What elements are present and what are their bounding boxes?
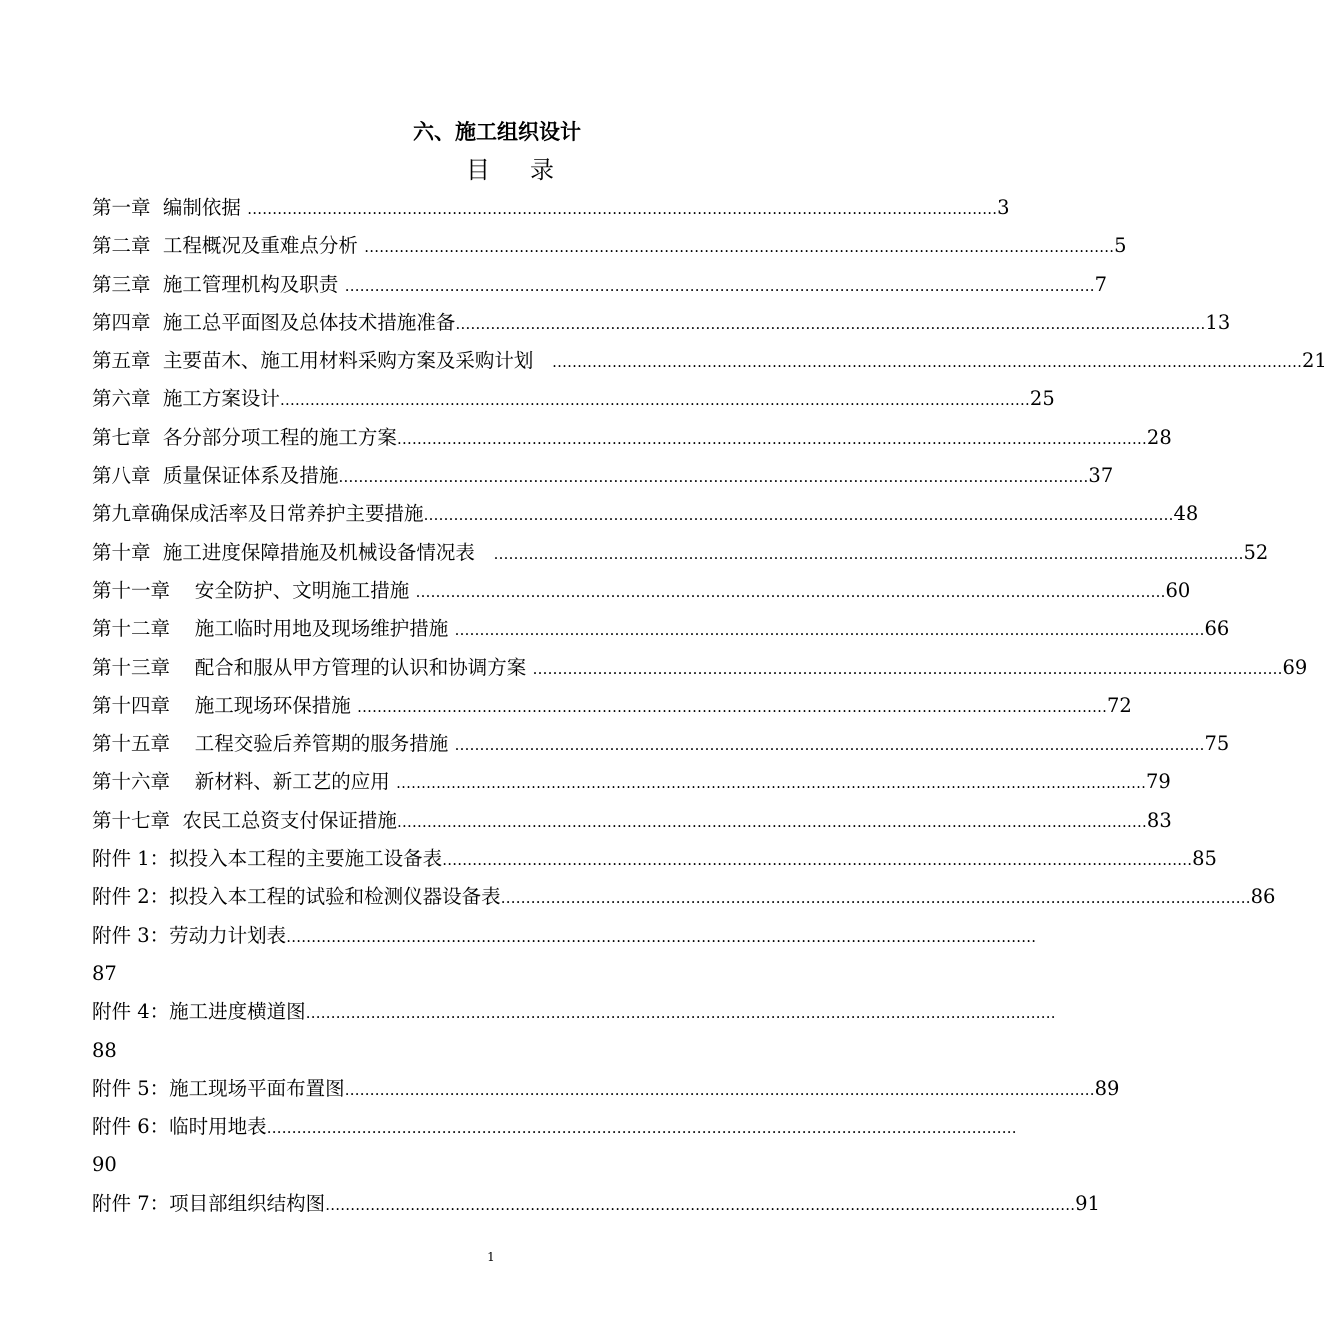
toc-entry[interactable]: [92, 495, 1199, 534]
toc-entry-page: 21: [1302, 349, 1327, 373]
toc-entry-label: 第十二章 施工临时用地及现场维护措施: [92, 617, 455, 641]
toc-entry-label: 第十五章 工程交验后养管期的服务措施: [92, 732, 455, 756]
leader-dots: ……………………………………………………………………………………………………………………………………: [344, 1080, 1095, 1099]
leader-dots: ……………………………………………………………………………………………………………………………………: [266, 1119, 1017, 1138]
toc-title-char-2: 录: [530, 156, 554, 184]
toc-entry-label: 第十四章 施工现场环保措施: [92, 693, 357, 717]
toc-entry-page: 3: [997, 196, 1010, 219]
table-of-contents: [92, 189, 1327, 1223]
toc-entry[interactable]: [92, 1070, 1120, 1109]
toc-entry-page: 7: [1094, 272, 1108, 296]
toc-entry-label: 附件 7：项目部组织结构图: [92, 1191, 326, 1215]
toc-entry-page: 66: [1204, 617, 1230, 641]
leader-dots: ……………………………………………………………………………………………………………………………………: [493, 544, 1244, 563]
leader-dots: ……………………………………………………………………………………………………………………………………: [344, 276, 1095, 295]
toc-entry-page: 5: [1114, 234, 1127, 258]
leader-dots: ……………………………………………………………………………………………………………………………………: [325, 1195, 1076, 1214]
toc-entry-label: 第五章 主要苗木、施工用材料采购方案及采购计划: [92, 349, 552, 373]
toc-entry-page: 25: [1029, 387, 1055, 411]
leader-dots: ……………………………………………………………………………………………………………………………………: [396, 774, 1146, 793]
toc-entry[interactable]: [92, 917, 1037, 956]
toc-entry-label: 附件 2：拟投入本工程的试验和检测仪器设备表: [92, 885, 501, 909]
toc-entry-page: 89: [1094, 1076, 1120, 1100]
toc-entry[interactable]: [92, 534, 1269, 573]
toc-entry[interactable]: [92, 687, 1132, 726]
leader-dots: ……………………………………………………………………………………………………………………………………: [396, 429, 1147, 448]
toc-entry-label: 附件 4：施工进度横道图: [92, 1000, 306, 1024]
toc-entry-page: 69: [1282, 655, 1308, 679]
toc-entry-label: 第十三章 配合和服从甲方管理的认识和协调方案: [92, 655, 533, 679]
toc-entry-page: 52: [1243, 540, 1269, 564]
toc-entry-label: 附件 5：施工现场平面布置图: [92, 1076, 345, 1100]
toc-entry-label: 附件 1：拟投入本工程的主要施工设备表: [92, 847, 443, 871]
leader-dots: ……………………………………………………………………………………………………………………………………: [532, 659, 1283, 678]
leader-dots: ……………………………………………………………………………………………………………………………………: [455, 314, 1206, 333]
leader-dots: ……………………………………………………………………………………………………………………………………: [305, 1004, 1056, 1023]
toc-entry-label: 第十一章 安全防护、文明施工措施: [92, 578, 416, 602]
toc-entry-label: 第十章 施工进度保障措施及机械设备情况表: [92, 540, 494, 564]
toc-entry-page: 90: [92, 1153, 117, 1177]
toc-entry-page: 75: [1204, 732, 1230, 756]
toc-entry[interactable]: [92, 1108, 1017, 1147]
leader-dots: ……………………………………………………………………………………………………………………………………: [279, 391, 1030, 410]
toc-entry[interactable]: [92, 189, 1010, 228]
toc-entry-page: 37: [1088, 464, 1114, 488]
toc-entry-page: 85: [1192, 847, 1217, 871]
section-title: 六、施工组织设计: [413, 120, 581, 144]
toc-entry-label: 第六章 施工方案设计: [92, 387, 280, 411]
leader-dots: ……………………………………………………………………………………………………………………………………: [500, 889, 1251, 908]
toc-entry[interactable]: [92, 993, 1056, 1032]
toc-entry-page: 13: [1205, 310, 1231, 334]
leader-dots: ……………………………………………………………………………………………………………………………………: [364, 238, 1115, 257]
toc-entry-page: 60: [1165, 578, 1191, 602]
toc-entry-label: 附件 6：临时用地表: [92, 1115, 267, 1139]
leader-dots: ……………………………………………………………………………………………………………………………………: [423, 506, 1174, 525]
toc-entry[interactable]: [92, 725, 1230, 764]
toc-title-char-1: 目: [466, 156, 490, 184]
leader-dots: ……………………………………………………………………………………………………………………………………: [442, 851, 1193, 870]
toc-title: [0, 150, 1020, 185]
toc-entry-label: 第一章 编制依据: [92, 196, 248, 219]
page-number: 1: [487, 1250, 495, 1264]
toc-entry-page: 88: [92, 1038, 117, 1062]
toc-entry-page: 83: [1146, 808, 1172, 832]
toc-entry-page: 48: [1173, 502, 1199, 526]
toc-entry-label: 第七章 各分部分项工程的施工方案: [92, 425, 397, 449]
toc-entry[interactable]: [92, 304, 1231, 343]
toc-entry-label: 第三章 施工管理机构及职责: [92, 272, 345, 296]
leader-dots: ……………………………………………………………………………………………………………………………………: [396, 812, 1147, 831]
toc-entry[interactable]: [92, 419, 1172, 458]
toc-entry[interactable]: [92, 649, 1308, 688]
leader-dots: ……………………………………………………………………………………………………………………………………: [454, 621, 1205, 640]
leader-dots: ……………………………………………………………………………………………………………………………………: [454, 736, 1205, 755]
leader-dots: ……………………………………………………………………………………………………………………………………: [338, 468, 1089, 487]
toc-entry[interactable]: [92, 610, 1230, 649]
toc-entry-page: 86: [1250, 885, 1276, 909]
leader-dots: ……………………………………………………………………………………………………………………………………: [415, 582, 1166, 601]
toc-entry-label: 第八章 质量保证体系及措施: [92, 464, 339, 488]
toc-entry-label: 第二章 工程概况及重难点分析: [92, 234, 365, 258]
toc-entry-label: 第十六章 新材料、新工艺的应用: [92, 770, 396, 794]
toc-entry-label: 第九章确保成活率及日常养护主要措施: [92, 502, 424, 526]
toc-entry-page: 28: [1146, 425, 1172, 449]
toc-entry-label: 第四章 施工总平面图及总体技术措施准备: [92, 310, 456, 334]
toc-entry-page: 87: [92, 961, 117, 985]
toc-entry[interactable]: [92, 802, 1172, 841]
leader-dots: ……………………………………………………………………………………………………………………………………: [247, 200, 998, 218]
toc-entry[interactable]: [92, 878, 1276, 917]
toc-entry-label: 第十七章 农民工总资支付保证措施: [92, 808, 397, 832]
toc-entry[interactable]: [92, 763, 1171, 802]
toc-entry-page: 72: [1107, 693, 1132, 717]
leader-dots: ……………………………………………………………………………………………………………………………………: [357, 697, 1107, 716]
toc-entry[interactable]: [92, 1185, 1100, 1224]
toc-entry[interactable]: [92, 380, 1055, 419]
toc-entry-page: 79: [1146, 770, 1171, 794]
toc-entry[interactable]: [92, 342, 1327, 381]
toc-entry[interactable]: [92, 266, 1108, 305]
leader-dots: ……………………………………………………………………………………………………………………………………: [286, 927, 1037, 946]
toc-entry[interactable]: [92, 840, 1217, 879]
toc-entry-page: 91: [1075, 1191, 1100, 1215]
toc-entry-label: 附件 3：劳动力计划表: [92, 923, 287, 947]
toc-entry[interactable]: [92, 572, 1191, 611]
toc-entry[interactable]: [92, 227, 1127, 266]
toc-entry[interactable]: [92, 457, 1114, 496]
leader-dots: ……………………………………………………………………………………………………………………………………: [552, 353, 1302, 372]
